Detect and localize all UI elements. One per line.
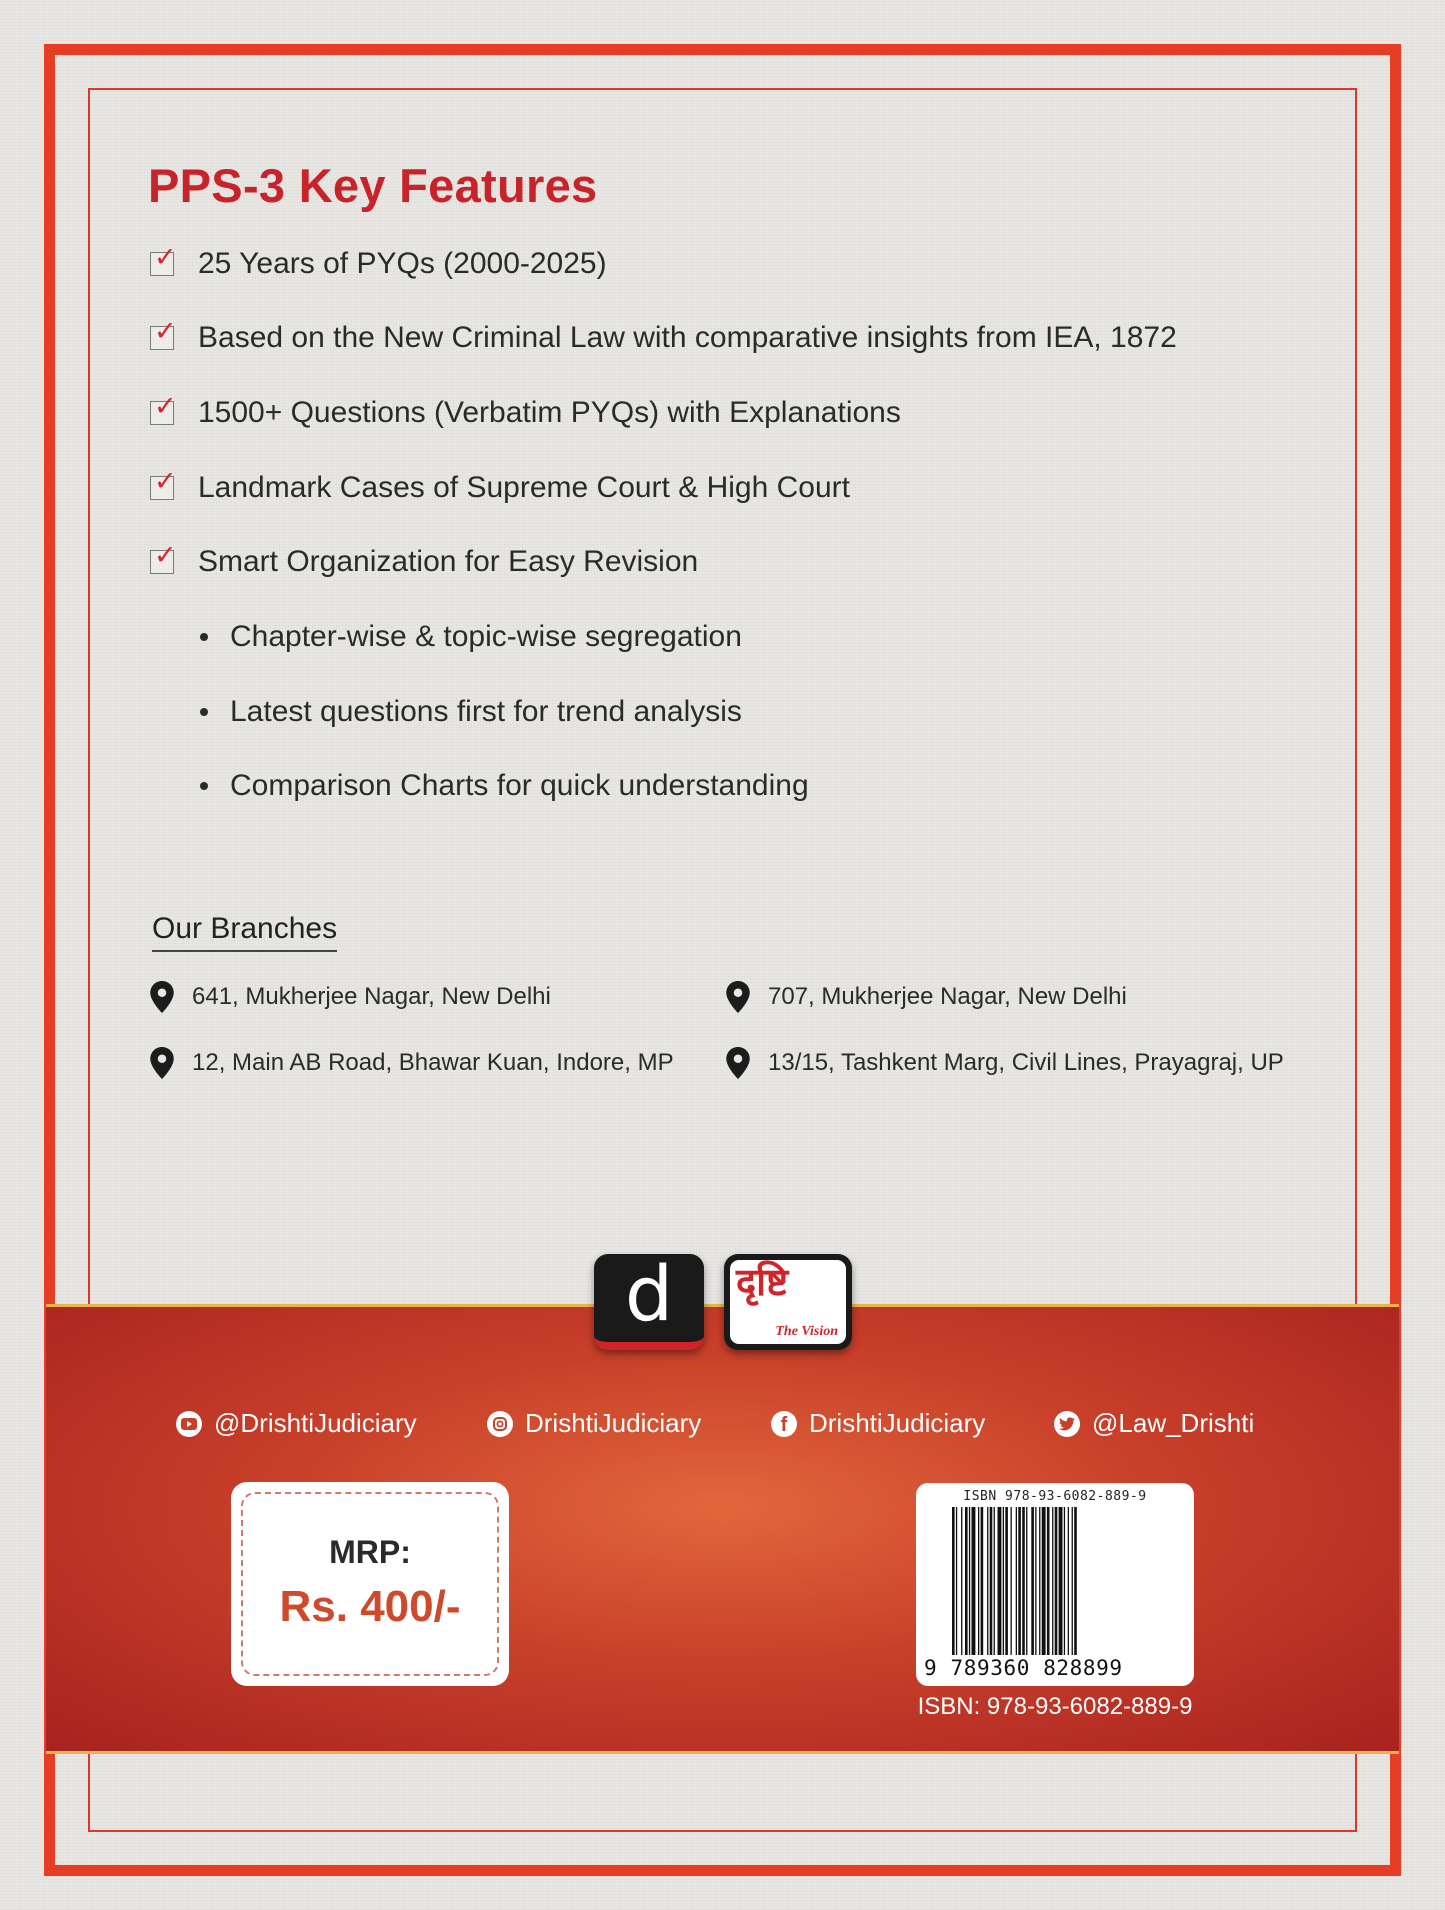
sub-feature-item	[200, 695, 742, 729]
barcode-bar	[981, 1507, 984, 1655]
barcode-bar	[1042, 1507, 1046, 1655]
barcode-bar	[998, 1507, 1002, 1655]
branch-text: 13/15, Tashkent Marg, Civil Lines, Prayagraj, UP	[768, 1049, 1284, 1076]
branch-text: 641, Mukherjee Nagar, New Delhi	[192, 983, 551, 1010]
barcode-bar	[1016, 1507, 1017, 1655]
barcode-bar	[972, 1507, 976, 1655]
branch-address	[724, 981, 1127, 1013]
sub-feature-item	[200, 769, 809, 803]
branch-text: 707, Mukherjee Nagar, New Delhi	[768, 983, 1127, 1010]
feature-text: Smart Organization for Easy Revision	[198, 545, 699, 578]
checkbox-icon: ✓	[150, 476, 174, 500]
feature-item	[150, 540, 699, 579]
isbn-caption: ISBN: 978-93-6082-889-9	[917, 1693, 1193, 1720]
branch-address	[724, 1047, 1284, 1079]
mrp-card	[231, 1482, 509, 1686]
barcode-bar	[1003, 1507, 1004, 1655]
barcode-bar	[956, 1507, 957, 1655]
barcode-bar	[1074, 1507, 1077, 1655]
bullet-icon	[200, 633, 208, 641]
barcode-bar	[965, 1507, 968, 1655]
barcode-bar	[994, 1507, 995, 1655]
checkbox-icon: ✓	[150, 326, 174, 350]
branch-address	[148, 1047, 674, 1079]
social-youtube[interactable]	[176, 1408, 417, 1439]
barcode-bar	[1072, 1507, 1073, 1655]
barcode-bar	[1026, 1507, 1027, 1655]
social-handle: DrishtiJudiciary	[525, 1408, 702, 1438]
barcode-bar	[952, 1507, 955, 1655]
barcode-bar	[969, 1507, 970, 1655]
sub-feature-text: Latest questions first for trend analysis	[230, 695, 742, 728]
feature-item	[150, 391, 901, 430]
social-facebook[interactable]	[771, 1408, 985, 1439]
feature-text: 1500+ Questions (Verbatim PYQs) with Explanations	[198, 396, 901, 429]
location-pin-icon	[724, 981, 752, 1013]
barcode-icon	[952, 1507, 1158, 1655]
barcode-bar	[1052, 1507, 1053, 1655]
feature-item	[150, 316, 1177, 355]
vision-logo-hindi-text: दृष्टि	[736, 1260, 789, 1304]
checkbox-icon: ✓	[150, 252, 174, 276]
vision-logo-english-text: The Vision	[775, 1324, 838, 1339]
mrp-label: MRP:	[329, 1534, 411, 1570]
barcode-bar	[961, 1507, 962, 1655]
feature-item	[150, 466, 850, 505]
instagram-icon	[487, 1411, 513, 1437]
location-pin-icon	[724, 1047, 752, 1079]
barcode-bar	[1018, 1507, 1021, 1655]
branch-address	[148, 981, 551, 1013]
youtube-icon	[176, 1411, 202, 1437]
sub-feature-item	[200, 620, 742, 654]
features-title: PPS-3 Key Features	[148, 159, 598, 212]
barcode-bar	[1064, 1507, 1065, 1655]
social-twitter[interactable]	[1054, 1408, 1254, 1439]
social-handle: DrishtiJudiciary	[809, 1408, 986, 1438]
feature-item	[150, 242, 607, 281]
sub-feature-text: Chapter-wise & topic-wise segregation	[230, 620, 742, 653]
location-pin-icon	[148, 981, 176, 1013]
barcode-bar	[1031, 1507, 1034, 1655]
branch-text: 12, Main AB Road, Bhawar Kuan, Indore, MP	[192, 1049, 674, 1076]
twitter-icon	[1054, 1411, 1080, 1437]
location-pin-icon	[148, 1047, 176, 1079]
feature-text: Based on the New Criminal Law with comparative insights from IEA, 1872	[198, 321, 1177, 354]
barcode-bar	[1011, 1507, 1012, 1655]
barcode-card	[916, 1483, 1194, 1686]
barcode-bar	[990, 1507, 993, 1655]
checkbox-icon: ✓	[150, 550, 174, 574]
barcode-bar	[1005, 1507, 1008, 1655]
sub-feature-text: Comparison Charts for quick understanding	[230, 769, 809, 802]
barcode-bar	[1068, 1507, 1069, 1655]
barcode-isbn-top: ISBN 978-93-6082-889-9	[963, 1489, 1147, 1504]
bullet-icon	[200, 708, 208, 716]
barcode-bar	[978, 1507, 979, 1655]
bullet-icon	[200, 782, 208, 790]
barcode-digits: 9 789360 828899	[924, 1656, 1123, 1680]
barcode-bar	[1022, 1507, 1025, 1655]
social-handle: @DrishtiJudiciary	[214, 1408, 417, 1438]
mrp-price: Rs. 400/-	[279, 1582, 461, 1631]
barcode-bar	[1059, 1507, 1063, 1655]
barcode-bar	[1047, 1507, 1050, 1655]
social-handle: @Law_Drishti	[1092, 1408, 1255, 1438]
feature-text: 25 Years of PYQs (2000-2025)	[198, 247, 607, 280]
feature-text: Landmark Cases of Supreme Court & High Court	[198, 471, 850, 504]
branches-title: Our Branches	[152, 912, 337, 952]
facebook-icon: f	[771, 1411, 797, 1437]
drishti-vision-logo	[724, 1254, 852, 1350]
drishti-d-logo: d	[594, 1254, 704, 1350]
barcode-bar	[1035, 1507, 1036, 1655]
barcode-bar	[1039, 1507, 1040, 1655]
barcode-bar	[987, 1507, 988, 1655]
checkbox-icon: ✓	[150, 401, 174, 425]
barcode-bar	[1055, 1507, 1058, 1655]
social-instagram[interactable]	[487, 1408, 701, 1439]
